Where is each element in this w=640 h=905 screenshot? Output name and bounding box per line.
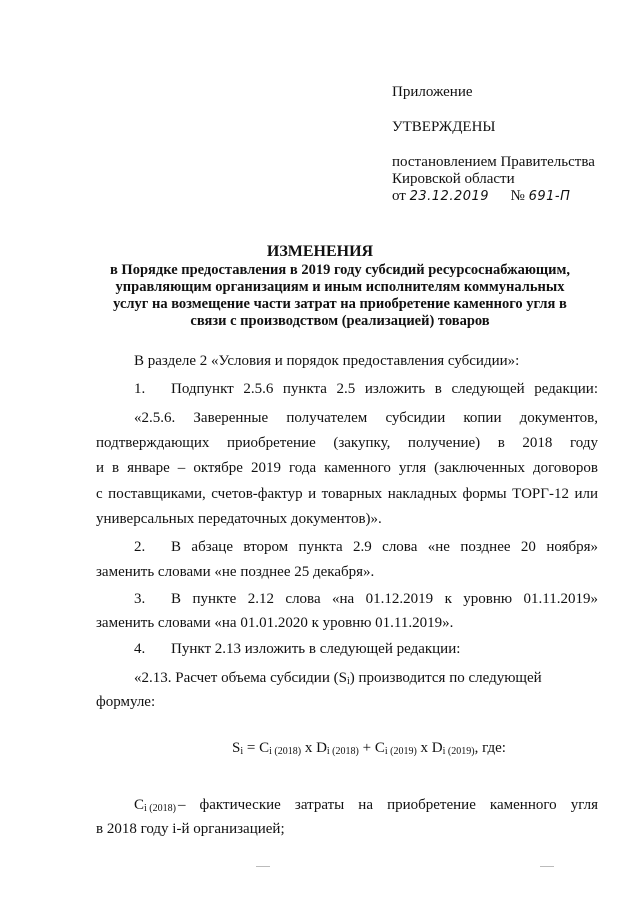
title-line-2: управляющим организациям и иным исполнителям коммунальных: [115, 279, 565, 295]
scan-smudge: [256, 866, 270, 867]
definition-text: – фактические затраты на приобретение каменного угля: [177, 797, 598, 813]
item-4-number: 4.: [134, 641, 146, 657]
appendix-label: Приложение: [392, 84, 473, 100]
item-4-quote-line-1: [134, 669, 598, 691]
item-1-number: 1.: [134, 381, 146, 397]
decree-date-line: [392, 187, 570, 206]
item-4-quote-line-2: формуле:: [96, 694, 156, 710]
item-1-quote-line-2: подтверждающих приобретение (закупку, получение) в 2018 году: [96, 435, 598, 451]
item-2-line-2: заменить словами «не позднее 25 декабря».: [96, 564, 375, 580]
number-prefix: №: [510, 188, 525, 204]
item-1-quote-line-5: универсальных передаточных документов)».: [96, 511, 382, 527]
definition-line-2: в 2018 году i-й организацией;: [96, 821, 285, 837]
item-4-quote-start: «2.13. Расчет объема субсидии $(S_i)$ производится по следующей: [134, 670, 542, 687]
item-1-quote-line-1: «2.5.6. Заверенные получателем субсидии копии документов,: [134, 410, 598, 426]
item-3-number: 3.: [134, 591, 146, 607]
date-prefix: от: [392, 188, 406, 204]
document-title: ИЗМЕНЕНИЯ: [266, 243, 374, 260]
definition-symbol: $C_{i (2018)}$: [134, 797, 176, 814]
title-line-1: в Порядке предоставления в 2019 году субсидий ресурсоснабжающим,: [109, 262, 571, 278]
item-4-text: Пункт 2.13 изложить в следующей редакции:: [171, 641, 461, 657]
scan-smudge: [540, 866, 554, 867]
title-line-4: связи с производством (реализацией) товаров: [190, 313, 490, 329]
subsidy-formula: $S_i = C_{i (2018)}$ x $D_{i (2018)} + C_{i (2019)}$ x $D_{i (2019)}$, где:: [232, 740, 506, 757]
item-2-number: 2.: [134, 539, 146, 555]
definition-line-1: [134, 796, 598, 818]
item-3-line-1: В пункте 2.12 слова «на 01.12.2019 к уровню 01.11.2019»: [171, 591, 598, 607]
item-1-quote-line-4: с поставщиками, счетов-фактур и товарных накладных формы ТОРГ-12 или: [96, 486, 598, 502]
approved-label: УТВЕРЖДЕНЫ: [392, 119, 496, 135]
item-3-line-2: заменить словами «на 01.01.2020 к уровню 01.11.2019».: [96, 615, 454, 631]
title-line-3: услуг на возмещение части затрат на приобретение каменного угля в: [113, 296, 567, 312]
item-1-quote-line-3: и в январе – октябре 2019 года каменного угля (заключенных договоров: [96, 460, 598, 476]
section-intro: В разделе 2 «Условия и порядок предоставления субсидии»:: [134, 353, 520, 369]
item-1-text: Подпункт 2.5.6 пункта 2.5 изложить в следующей редакции:: [171, 381, 598, 397]
handwritten-number: 691-П: [528, 189, 571, 204]
decree-line-1: постановлением Правительства: [392, 154, 595, 170]
handwritten-date: 23.12.2019: [409, 189, 490, 204]
decree-line-2: Кировской области: [392, 171, 515, 187]
item-2-line-1: В абзаце втором пункта 2.9 слова «не позднее 20 ноября»: [171, 539, 598, 555]
